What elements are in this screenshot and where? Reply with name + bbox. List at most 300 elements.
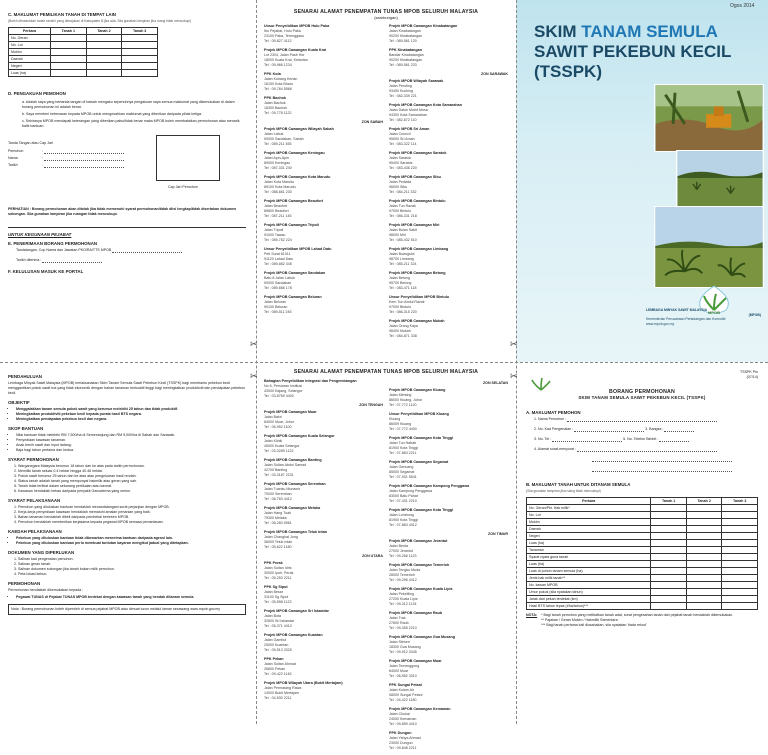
replant-table-cell[interactable] — [651, 554, 687, 561]
office-address-line: Tel : 06-283 5561 — [264, 521, 292, 525]
apply-heading: PERMOHONAN — [8, 581, 41, 586]
signature-label: Tanda Tangan atau Cap Jari — [8, 141, 53, 145]
replant-table-row-label: Jarak dari pekan terdekat (km) — [527, 596, 651, 603]
office-address-line: Tel : 084-211 332 — [389, 190, 417, 194]
replant-table-cell[interactable] — [722, 568, 758, 575]
office-address-line: Tel : 088-661 230 — [264, 190, 292, 194]
office-entry — [389, 199, 508, 219]
replant-table-cell[interactable] — [651, 533, 687, 540]
list-item: • Anak benih sawit dan input ladang. — [16, 443, 246, 448]
replant-table-cell[interactable] — [686, 603, 722, 610]
replant-table-cell[interactable] — [686, 519, 722, 526]
form-reference: TSSPK Pin (07/14) — [740, 370, 758, 379]
office-address-line: Jalan Genuang — [389, 465, 414, 469]
signature-field[interactable]: Nama : — [8, 156, 246, 161]
land-table-cell[interactable] — [51, 42, 87, 49]
replant-table-cell[interactable] — [722, 596, 758, 603]
office-address-line: 18000 Kuala Krai, Kelantan — [264, 58, 308, 62]
land-table-cell[interactable] — [122, 42, 158, 49]
replant-table-cell[interactable] — [722, 561, 758, 568]
scissors-icon: ✂ — [510, 372, 518, 382]
office-address-line: Tel : 09-827 4112 — [264, 39, 292, 43]
office-name: Projek MPOB Cawangan Miri — [389, 223, 440, 227]
land-table-row — [9, 70, 158, 77]
office-entry — [389, 151, 508, 171]
office-name: Projek MPOB Cawangan Seremban — [264, 482, 326, 486]
replanting-photo-1 — [654, 84, 764, 152]
office-name: Projek MPOB Cawangan Jerantut — [389, 539, 448, 543]
office-address-line: Jalan Benta — [389, 544, 408, 548]
replant-table-row-label: Tanaman — [527, 547, 651, 554]
land-table-cell[interactable] — [51, 70, 87, 77]
office-address-line: Jalan Apin-Apin — [264, 156, 289, 160]
office-address-line: Tel : 089-211 455 — [264, 142, 292, 146]
office-address-line: Peti Surat 61011 — [264, 252, 291, 256]
list-item: 1. Pemohon yang diluluskan bantuan hendaklah menandatangani surat perjanjian dengan MPOB. — [18, 505, 246, 510]
office-name: Projek MPOB Cawangan Keningau — [264, 151, 325, 155]
office-address-line: Tel : 083-322 114 — [389, 142, 417, 146]
office-name: Projek MPOB Cawangan Kemaman — [389, 707, 451, 711]
office-address-line: Tel : 086-331 218 — [389, 214, 417, 218]
office-address-line: Tel : 07-931 5541 — [389, 475, 417, 479]
office-address-line: Jalan Tun Habab — [389, 441, 417, 445]
office-address-line: 97000 Bintulu — [389, 209, 411, 213]
office-address-line: Tel : 083-471 118 — [389, 286, 417, 290]
office-address-line: 86000 Kluang, Johor — [389, 398, 423, 402]
replant-table-cell[interactable] — [686, 526, 722, 533]
replant-table-cell[interactable] — [686, 575, 722, 582]
office-address-line: Ibu Pejabat, Hulu Paka — [264, 29, 301, 33]
section-b-heading: B. MAKLUMAT TANAH UNTUK DITANAM SEMULA — [526, 482, 631, 487]
land-table-cell[interactable] — [51, 49, 87, 56]
office-name: Unsur Penyelidikan MPOB Lahad Datu — [264, 247, 332, 251]
address-column-left — [264, 24, 383, 343]
office-address-line: Jalan Datuk Mohd Musa — [389, 108, 428, 112]
office-address-line: 86009 Kluang — [389, 422, 412, 426]
address-list-main-title: SENARAI ALAMAT PENEMPATAN TUNAS MPOB SELURUH MALAYSIA — [293, 369, 479, 375]
replant-table-row-label: No. Lot — [527, 512, 651, 519]
land-table-cell[interactable] — [122, 56, 158, 63]
land-table-cell[interactable] — [86, 56, 122, 63]
replant-table-cell[interactable] — [722, 547, 758, 554]
land-table-cell[interactable] — [86, 35, 122, 42]
replant-table-cell[interactable] — [651, 519, 687, 526]
office-address-line: Jalan Sultan Idris — [264, 566, 292, 570]
apply-text: Permohonan hendaklah dikemukakan kepada : — [8, 588, 84, 592]
office-address-line: Jalan Kinabatangan — [389, 29, 421, 33]
thumbprint-box[interactable] — [156, 135, 220, 181]
requirements-heading: SYARAT PERMOHONAN — [8, 457, 59, 462]
office-address-line: Tel : 05-622 1180 — [264, 545, 292, 549]
office-name: PPK Kota — [264, 72, 281, 76]
office-address-line: 81900 Kota Tinggi — [389, 518, 418, 522]
office-address-line: Jalan Tripoli — [264, 228, 284, 232]
list-item: • Meningkatkan pendapatan pekebun kecil dan negara. — [16, 417, 246, 422]
section-d-heading: D. PENGAKUAN PEMOHON — [8, 91, 66, 96]
form-subtitle: SKIM TANAM SEMULA SAWIT PEKEBUN KECIL (TSSPK) — [578, 395, 706, 400]
office-address-line: Jalan Sultan Abdul Samad — [264, 463, 307, 467]
office-entry — [264, 295, 383, 315]
list-item: 6. Kawasan hendaklah bebas daripada penyakit Ganoderma yang serius. — [18, 489, 246, 494]
land-table-cell[interactable] — [86, 70, 122, 77]
office-entry — [389, 731, 508, 751]
office-address-line: 97000 Bintulu — [389, 305, 411, 309]
replant-table-cell[interactable] — [686, 547, 722, 554]
replant-table-row-label: No. kawan MPOB — [527, 582, 651, 589]
office-address-line: 31100 Sg Siput — [264, 595, 289, 599]
replant-table-row — [527, 575, 758, 582]
land-table-cell[interactable] — [86, 49, 122, 56]
office-address-line: Jalan Orang Kaya — [389, 324, 418, 328]
method-heading: KAEDAH PELAKSANAAN — [8, 529, 62, 534]
replant-table-cell[interactable] — [686, 512, 722, 519]
land-table-row-label: No. Lot — [9, 42, 51, 49]
office-address-line: Jalan Tun Razak — [389, 204, 416, 208]
office-address-line: Jalan Temenggong — [389, 664, 420, 668]
replant-table-cell[interactable] — [686, 540, 722, 547]
land-table-row — [9, 56, 158, 63]
office-name: Projek MPOB Wilayah Sarawak — [389, 79, 444, 83]
office-entry — [389, 539, 508, 559]
office-address-line: Jalan Hang Tuah — [264, 511, 292, 515]
land-table-cell[interactable] — [122, 63, 158, 70]
apply-list — [8, 595, 246, 600]
office-name: Projek MPOB Cawangan Muar — [389, 659, 442, 663]
address-list-panel — [256, 362, 516, 750]
thumbprint-label: Cap Jari Pemohon — [168, 185, 198, 189]
office-address-line: 90100 Beluran — [264, 305, 288, 309]
replant-table-cell[interactable] — [651, 540, 687, 547]
replant-table-cell[interactable] — [651, 568, 687, 575]
replanting-photo-2 — [676, 150, 764, 208]
list-item: 1. Salinan kad pengenalan pemohon. — [18, 557, 246, 562]
replant-table-cell[interactable] — [722, 519, 758, 526]
replant-table-cell[interactable] — [651, 582, 687, 589]
applicant-phone-field[interactable]: 3. No. Tel : 5. No. Telefon Bimbit : — [534, 437, 758, 442]
replant-table-cell[interactable] — [651, 561, 687, 568]
replant-table-row — [527, 533, 758, 540]
office-address-line: Tel : 03-3187 2231 — [264, 473, 294, 477]
zone-label: ZON SABAH — [361, 120, 383, 124]
office-address-line: 90000 Sandakan — [264, 281, 292, 285]
office-address-line: Jalan Pending — [389, 84, 412, 88]
information-panel — [0, 362, 256, 724]
office-entry — [389, 683, 508, 703]
office-address-line: 30000 Ipoh, Perak — [264, 571, 294, 575]
replant-table-row — [527, 540, 758, 547]
replant-table-cell[interactable] — [722, 533, 758, 540]
replant-table-cell[interactable] — [686, 561, 722, 568]
land-table-cell[interactable] — [86, 42, 122, 49]
warning-text: PERHATIAN : Borang permohonan akan ditolak jika tidak memenuhi syarat permohonan/tidak diisi lengkap/tidak disertakan dokumen sokongan. Sila gunakan lampiran jika ruangan tidak mencukupi. — [8, 207, 237, 216]
office-address-line: Jalan Tuanku Munawir — [264, 487, 300, 491]
list-item: 2. Kerja-kerja penyediaan kawasan hendaklah mematuhi amalan pertanian yang baik. — [18, 510, 246, 515]
office-address-line: 84000 Muar — [389, 669, 409, 673]
office-address-line: Tel : 085-211 324 — [389, 262, 417, 266]
replant-table-cell[interactable] — [722, 575, 758, 582]
office-address-line: 08000 Sungai Petani — [389, 693, 423, 697]
replant-table-cell[interactable] — [651, 596, 687, 603]
office-name: Projek MPOB Cawangan Kinabatangan — [389, 24, 458, 28]
office-name: Projek MPOB Cawangan Sri Iskandar — [264, 609, 329, 613]
office-entry — [264, 127, 383, 147]
replant-table-row-label: Luas (ha) — [527, 540, 651, 547]
replant-table-cell[interactable] — [686, 568, 722, 575]
land-table-cell[interactable] — [51, 35, 87, 42]
replant-table-cell[interactable] — [722, 526, 758, 533]
replant-table-row-label: Negeri — [527, 533, 651, 540]
office-address-line: Tel : 07-883 2211 — [389, 451, 417, 455]
office-address-line: Tel : 09-296 4412 — [389, 578, 417, 582]
office-entry — [389, 24, 508, 44]
office-name: PPK Kinabatangan — [389, 48, 422, 52]
list-item: • Menggalakkan tanam semula pokok sawit yang berumur melebihi 25 tahun dan tidak produktif. — [16, 407, 246, 412]
address-column-right — [389, 24, 508, 343]
execution-list — [18, 505, 246, 525]
office-address-line: 91000 Tawau — [264, 233, 286, 237]
replant-table-cell[interactable] — [722, 589, 758, 596]
office-address-line: Tel : 09-355 2210 — [389, 626, 417, 630]
office-address-line: Tel : 082-672 110 — [389, 118, 417, 122]
replant-table-cell[interactable] — [686, 533, 722, 540]
office-address-line: 93450 Kuching — [389, 89, 413, 93]
office-name: Projek MPOB Cawangan Sandakan — [264, 271, 326, 275]
cover-title: SKIM TANAM SEMULA SAWIT PEKEBUN KECIL (TSSPK) — [534, 22, 732, 81]
office-name: Projek MPOB Cawangan Gua Musang — [389, 635, 455, 639]
replant-table-cell[interactable] — [651, 603, 687, 610]
office-entry — [264, 633, 383, 653]
section-b-note: (Sila gunakan lampiran jika ruang tidak mencukupi) — [526, 489, 601, 493]
form-continuation-panel — [0, 0, 256, 362]
replant-table-cell[interactable] — [651, 526, 687, 533]
land-table-row-label: Daerah — [9, 56, 51, 63]
office-entry — [264, 506, 383, 526]
intro-heading: PENDAHULUAN — [8, 374, 42, 379]
scissors-icon: ✂ — [250, 372, 258, 382]
office-address-line: Tel : 09-912 3345 — [389, 650, 417, 654]
address-list-subtitle: (sambungan) — [374, 15, 398, 20]
replant-table-row — [527, 596, 758, 603]
office-address-line: 96000 Sibu — [389, 185, 408, 189]
replant-table-cell[interactable] — [686, 596, 722, 603]
office-address-line: Batu 8 Jalan Labuk — [264, 276, 295, 280]
office-address-line: Tel : 084-871 338 — [389, 334, 417, 338]
land-table-cell[interactable] — [86, 63, 122, 70]
office-address-line: Jalan Buangsiol — [389, 252, 415, 256]
signature-field[interactable]: Tarikh : — [8, 163, 246, 168]
list-item: • Baja bagi tahun pertama dan kedua. — [16, 448, 246, 453]
office-address-line: Tel : 06-763 4412 — [264, 497, 292, 501]
office-name: Projek MPOB Cawangan Kota Tinggi — [389, 436, 454, 440]
replant-table-row — [527, 505, 758, 512]
fold-line-horizontal — [0, 362, 768, 363]
office-name: Projek MPOB Cawangan Beluran — [264, 295, 322, 299]
list-item: 2. Memiliki tanah seluas 0.4 hektar hingga 40.46 hektar. — [18, 469, 246, 474]
office-address-line: 81900 Kota Tinggi — [389, 446, 418, 450]
office-address-line: 25000 Kuantan — [264, 643, 289, 647]
office-entry — [264, 681, 383, 701]
replant-table-cell[interactable] — [686, 505, 722, 512]
office-name: Projek MPOB Cawangan Melaka — [264, 506, 321, 510]
replant-table-cell[interactable] — [722, 554, 758, 561]
office-address-line: 89100 Kota Marudu — [264, 185, 296, 189]
office-address-line: 90200 Kinabatangan — [389, 58, 423, 62]
replant-table-header: Tanah 3 — [722, 498, 758, 505]
applicant-ic-field[interactable]: 2. No. Kad Pengenalan : 3. Bangsa : — [534, 427, 758, 432]
replant-land-table — [526, 497, 758, 610]
office-name: Projek MPOB Cawangan Betong — [389, 271, 446, 275]
replant-table-cell[interactable] — [686, 582, 722, 589]
applicant-fields — [534, 417, 758, 472]
section-c-note: (Boleh dimasukkan tanah sendiri yang dimajukan di Kabupaten B jika ada. Sila gunakan lampiran jika ruang tidak mencukupi) — [8, 19, 192, 23]
office-address-line: 16150 Kota Bharu — [264, 82, 293, 86]
land-table-cell[interactable] — [51, 63, 87, 70]
office-entry — [389, 587, 508, 607]
replant-table-row-label: Syarat nyata guna tanah — [527, 554, 651, 561]
office-name: Projek MPOB Cawangan Limbang — [389, 247, 449, 251]
applicant-name-field[interactable]: 1. Nama Pemohon : — [534, 417, 758, 422]
office-name: Projek MPOB Cawangan Kuala Krai — [264, 48, 327, 52]
form-note: *** Bagi tanah pertama kali diusahakan, sila nyatakan 'tiada rekod' — [541, 623, 647, 627]
land-table-cell[interactable] — [122, 49, 158, 56]
applicant-address-field[interactable]: 4. Alamat surat-menyurat : — [534, 447, 758, 452]
office-address-line: 27200 Kuala Lipis — [389, 597, 418, 601]
signature-field[interactable]: Pemohon : — [8, 149, 246, 154]
office-entry — [264, 96, 383, 116]
office-address-line: Tel : 09-513 3325 — [264, 648, 292, 652]
office-address-line: Tel : 03-8769 4400 — [264, 394, 294, 398]
replant-table-header: Tanah 2 — [686, 498, 722, 505]
office-name: Projek MPOB Cawangan Kuala Selangor — [264, 434, 335, 438]
replant-table-cell[interactable] — [722, 512, 758, 519]
address-list-title: SENARAI ALAMAT PENEMPATAN TUNAS MPOB SELURUH MALAYSIA — [293, 9, 479, 15]
office-address-line: 83000 Batu Pahat — [389, 494, 418, 498]
office-entry — [264, 609, 383, 629]
office-address-line: Tel : 087-211 145 — [264, 214, 292, 218]
office-address-line: Tel : 05-253 2211 — [264, 576, 292, 580]
office-entry — [389, 460, 508, 480]
list-item: 3. Bahan tanaman hendaklah dibeli daripada pembekal berlesen MPOB. — [18, 515, 246, 520]
requirements-list — [18, 464, 246, 494]
office-entry — [389, 412, 508, 432]
office-address-line: Lot 2304, Jalan Pasir Hor — [264, 53, 305, 57]
office-entry — [389, 175, 508, 195]
office-address-line: Tel : 05-598 1123 — [264, 600, 292, 604]
land-table-cell[interactable] — [122, 35, 158, 42]
form-note: ** Pajakan / Geran Mukim / Hakmilik Sementara — [541, 618, 618, 622]
office-entry — [264, 434, 383, 454]
office-entry — [389, 127, 508, 147]
office-address-line: Kem Tun Abdul Razak — [389, 300, 425, 304]
zone-label: ZON TENGAH — [359, 403, 383, 407]
office-address-line: Tel : 07-883 4412 — [389, 523, 417, 527]
office-section-e: E. PENERIMAAN BORANG PERMOHONAN — [8, 241, 98, 246]
office-address-line: 85000 Segamat — [389, 470, 415, 474]
replant-table-cell[interactable] — [722, 505, 758, 512]
office-entry — [264, 24, 383, 44]
office-address-line: 28000 Temerloh — [389, 573, 415, 577]
office-entry — [389, 271, 508, 291]
office-entry — [389, 103, 508, 123]
office-entry — [264, 458, 383, 478]
office-address-line: 27600 Raub — [389, 621, 409, 625]
agency-info: LEMBAGA MINYAK SAWIT MALAYSIA (MPOB) Kementerian Perusahaan Perladangan dan Komoditi www.mpob.gov.my — [646, 308, 761, 326]
office-address-line: Tel : 05-371 4410 — [264, 624, 292, 628]
replant-table-cell[interactable] — [651, 505, 687, 512]
replant-table-row-label: Luas di pohon tanam semula (ha) — [527, 568, 651, 575]
office-name: PPK Sg Siput — [264, 585, 288, 589]
office-address-line: 96400 Mukah — [389, 329, 411, 333]
office-entry — [264, 247, 383, 267]
office-name: Projek MPOB Wilayah Utara (Bukit Mertajam) — [264, 681, 343, 685]
office-address-line: 16300 Bachok — [264, 106, 287, 110]
land-table-cell[interactable] — [51, 56, 87, 63]
objective-list — [8, 407, 246, 422]
office-address-line: Tel : 089-882 345 — [264, 262, 292, 266]
office-name: PPK Bachok — [264, 96, 286, 100]
office-name: Projek MPOB Cawangan Kuala Lipis — [389, 587, 453, 591]
office-address-line: Jalan Changkat Jong — [264, 535, 298, 539]
office-entry — [389, 247, 508, 267]
office-address-line: Jalan Permatang Rawa — [264, 686, 302, 690]
office-section-f: F. KELULUSAN MASUK KE PORTAL — [8, 269, 84, 274]
cover-date: Ogos 2014 — [730, 3, 755, 9]
replant-table-cell[interactable] — [686, 589, 722, 596]
office-entry — [389, 79, 508, 99]
form-note: * Bagi tanah pemohon yang melibatkan tanah adat, surat pengesahan tanah dari pejabat tanah hendaklah dikemukakan. — [541, 613, 734, 617]
office-entry — [264, 72, 383, 92]
office-address-line: Jalan Bota — [264, 614, 281, 618]
land-table-row-label: No. Geran — [9, 35, 51, 42]
office-date-line: Tarikh diterima : — [16, 258, 246, 263]
replant-table-cell[interactable] — [686, 554, 722, 561]
replant-table-cell[interactable] — [651, 547, 687, 554]
replant-table-cell[interactable] — [722, 540, 758, 547]
land-table-header: Tanah 1 — [51, 28, 87, 35]
office-address-line: Bandar Kinabatangan — [389, 53, 424, 57]
office-entry — [264, 585, 383, 605]
declaration-item: a. Adalah saya yang bertanda tangan di bawah mengaku sepenuhnya pengakuan saya semua maklumat yang dikemukakan di dalam borang permohonan ini adalah benar. — [22, 100, 235, 109]
list-item: 4. Peta lokasi kebun. — [18, 572, 246, 577]
logo-label: MPOB — [708, 310, 720, 315]
office-name: Projek MPOB Cawangan Kluang — [389, 388, 446, 392]
address-list-continued-panel — [256, 0, 516, 362]
office-entry — [264, 482, 383, 502]
office-address-line: 89000 Keningau — [264, 161, 291, 165]
section-c-heading: C. MAKLUMAT PEMILIKAN TANAH DI TEMPAT LAIN — [8, 12, 116, 17]
office-entry — [264, 48, 383, 68]
office-address-line: 18300 Gua Musang — [389, 645, 421, 649]
list-item: 4. Status tanah adalah tanah yang mempunyai hakmilik atau geran yang sah. — [18, 479, 246, 484]
list-item: 3. Salinan dokumen sokongan jika tanah bukan milik pemohon. — [18, 567, 246, 572]
land-table-cell[interactable] — [122, 70, 158, 77]
office-address-line: 98700 Limbang — [389, 257, 414, 261]
office-address-line: Jalan Betong — [389, 276, 410, 280]
office-name: Projek MPOB Cawangan Kota Marudu — [264, 175, 331, 179]
form-title: BORANG PERMOHONAN — [609, 389, 675, 395]
replant-table-cell[interactable] — [722, 603, 758, 610]
signature-field-label: Pemohon — [8, 149, 24, 153]
office-entry — [389, 295, 508, 315]
office-entry — [264, 530, 383, 550]
replant-table-cell[interactable] — [651, 512, 687, 519]
land-table-row — [9, 63, 158, 70]
replant-table-cell[interactable] — [722, 582, 758, 589]
list-item: • Nilai bantuan tidak melebihi RM 7,500/ha di Semenanjung dan RM 9,000/ha di Sabah dan Sarawak. — [16, 433, 246, 438]
office-address-line: 24000 Kemaman — [389, 717, 417, 721]
replant-table-cell[interactable] — [651, 575, 687, 582]
replant-table-cell[interactable] — [651, 589, 687, 596]
